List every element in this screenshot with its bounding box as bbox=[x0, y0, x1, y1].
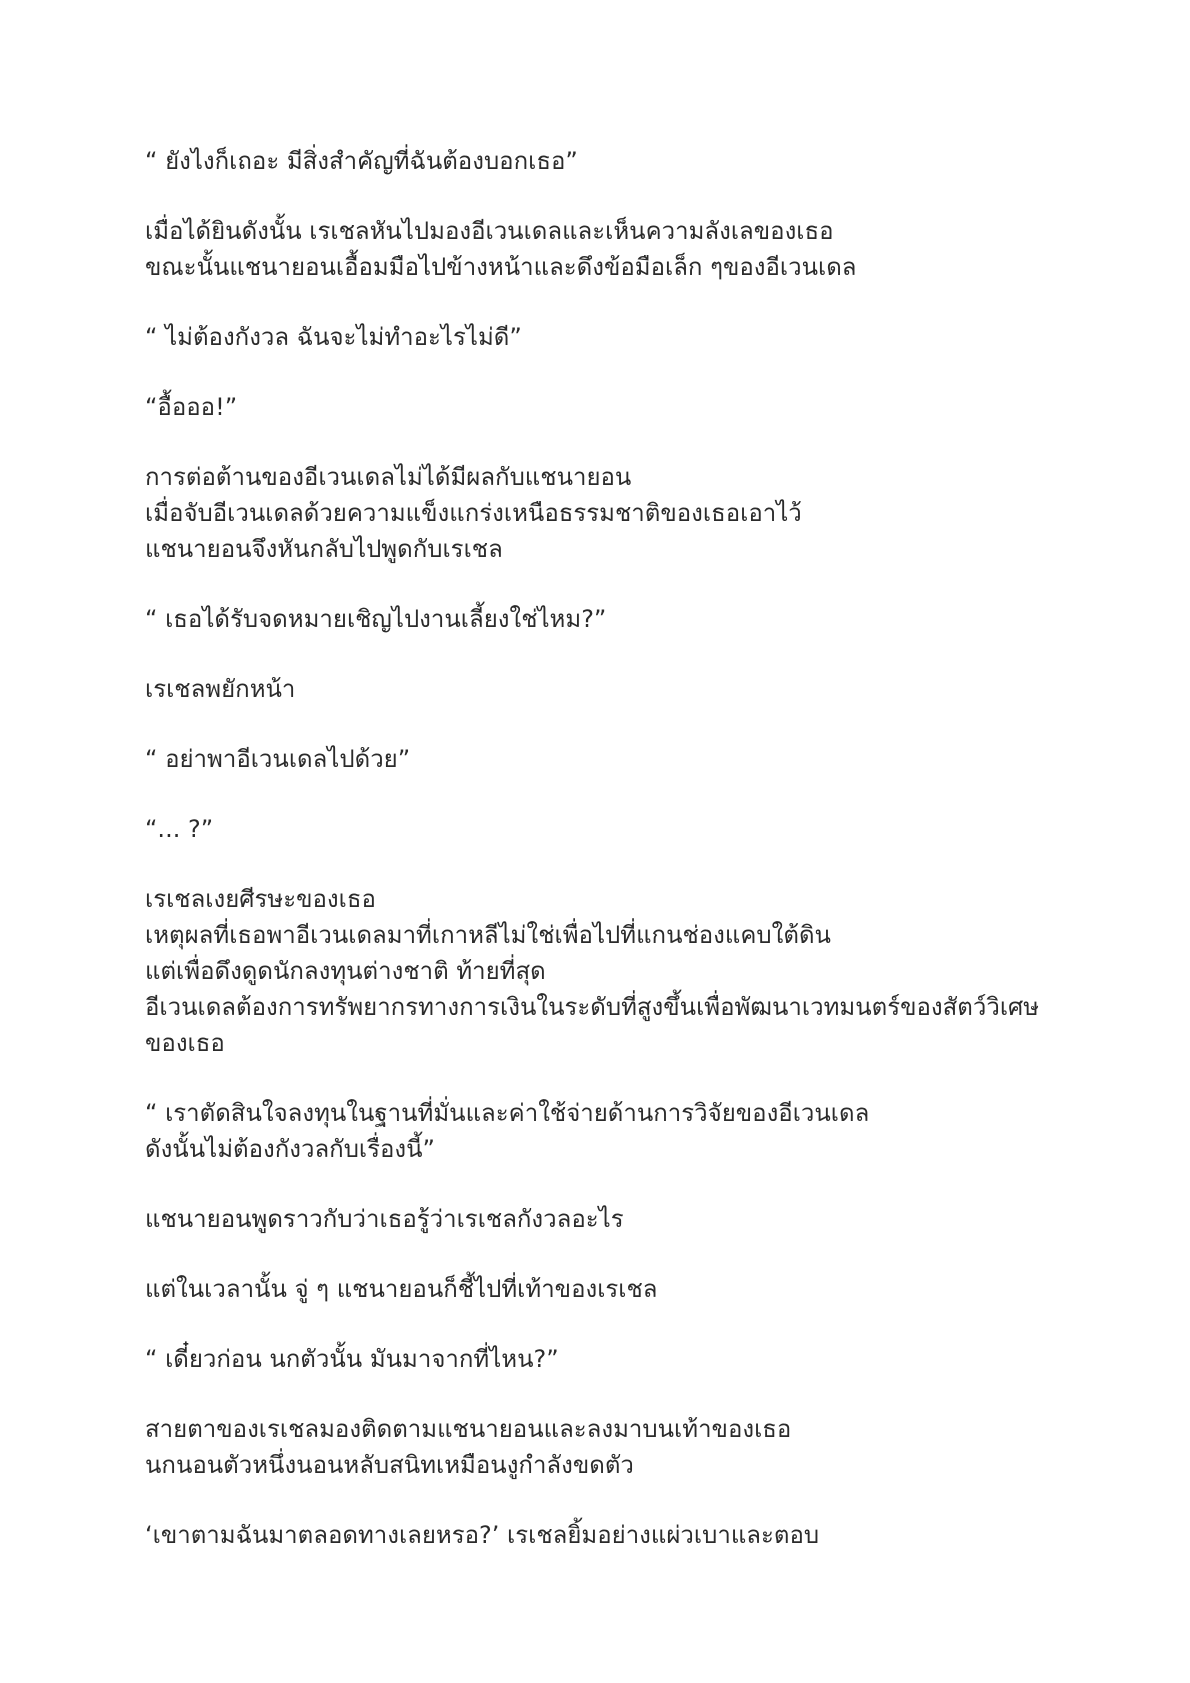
text-line: แชนายอนจึงหันกลับไปพูดกับเรเชล bbox=[145, 535, 503, 563]
text-line: เรเชลพยักหน้า bbox=[145, 675, 296, 703]
text-line: เมื่อจับอีเวนเดลด้วยความแข็งแกร่งเหนือธรรมชาติของเธอเอาไว้ bbox=[145, 499, 802, 527]
text-line: เมื่อได้ยินดังนั้น เรเชลหันไปมองอีเวนเดลและเห็นความลังเลของเธอ bbox=[145, 217, 834, 245]
paragraph-7 bbox=[145, 671, 1075, 707]
paragraph-9 bbox=[145, 811, 1075, 847]
document-body bbox=[145, 143, 1075, 1587]
text-line: แชนายอนพูดราวกับว่าเธอรู้ว่าเรเชลกังวลอะไร bbox=[145, 1205, 624, 1233]
text-line: เรเชลเงยศีรษะของเธอ bbox=[145, 885, 376, 913]
text-line: แต่ในเวลานั้น จู่ ๆ แชนายอนก็ชี้ไปที่เท้าของเรเชล bbox=[145, 1275, 658, 1303]
text-line: “ เดี๋ยวก่อน นกตัวนั้น มันมาจากที่ไหน?” bbox=[145, 1345, 559, 1373]
text-line: “... ?” bbox=[145, 815, 214, 843]
paragraph-16 bbox=[145, 1517, 1075, 1553]
paragraph-10 bbox=[145, 881, 1075, 1061]
text-line: สายตาของเรเชลมองติดตามแชนายอนและลงมาบนเท้าของเธอ bbox=[145, 1415, 792, 1443]
paragraph-4 bbox=[145, 389, 1075, 425]
text-line: “ อย่าพาอีเวนเดลไปด้วย” bbox=[145, 745, 411, 773]
text-line: เหตุผลที่เธอพาอีเวนเดลมาที่เกาหลีไม่ใช่เพื่อไปที่แกนช่องแคบใต้ดิน bbox=[145, 921, 831, 949]
text-line: “ เธอได้รับจดหมายเชิญไปงานเลี้ยงใช่ไหม?” bbox=[145, 605, 607, 633]
text-line: “ ยังไงก็เถอะ มีสิ่งสำคัญที่ฉันต้องบอกเธอ” bbox=[145, 147, 578, 175]
paragraph-15 bbox=[145, 1411, 1075, 1483]
paragraph-5 bbox=[145, 459, 1075, 567]
text-line: อีเวนเดลต้องการทรัพยากรทางการเงินในระดับที่สูงขึ้นเพื่อพัฒนาเวทมนตร์ของสัตว์วิเศษ bbox=[145, 993, 1040, 1021]
text-line: นกนอนตัวหนึ่งนอนหลับสนิทเหมือนงูกำลังขดตัว bbox=[145, 1451, 634, 1479]
text-line: ‘เขาตามฉันมาตลอดทางเลยหรอ?’ เรเชลยิ้มอย่างแผ่วเบาและตอบ bbox=[145, 1521, 820, 1549]
paragraph-3 bbox=[145, 319, 1075, 355]
paragraph-1 bbox=[145, 143, 1075, 179]
paragraph-11 bbox=[145, 1095, 1075, 1167]
text-line: “อื้อออ!” bbox=[145, 393, 238, 421]
text-line: “ ไม่ต้องกังวล ฉันจะไม่ทำอะไรไม่ดี” bbox=[145, 323, 522, 351]
paragraph-14 bbox=[145, 1341, 1075, 1377]
text-line: ของเธอ bbox=[145, 1029, 225, 1057]
paragraph-6 bbox=[145, 601, 1075, 637]
paragraph-13 bbox=[145, 1271, 1075, 1307]
text-line: ขณะนั้นแชนายอนเอื้อมมือไปข้างหน้าและดึงข้อมือเล็ก ๆของอีเวนเดล bbox=[145, 253, 857, 281]
paragraph-8 bbox=[145, 741, 1075, 777]
text-line: ดังนั้นไม่ต้องกังวลกับเรื่องนี้” bbox=[145, 1135, 435, 1163]
paragraph-12 bbox=[145, 1201, 1075, 1237]
text-line: “ เราตัดสินใจลงทุนในฐานที่มั่นและค่าใช้จ่ายด้านการวิจัยของอีเวนเดล bbox=[145, 1099, 870, 1127]
text-line: การต่อต้านของอีเวนเดลไม่ได้มีผลกับแชนายอน bbox=[145, 463, 632, 491]
text-line: แต่เพื่อดึงดูดนักลงทุนต่างชาติ ท้ายที่สุด bbox=[145, 957, 546, 985]
paragraph-2 bbox=[145, 213, 1075, 285]
